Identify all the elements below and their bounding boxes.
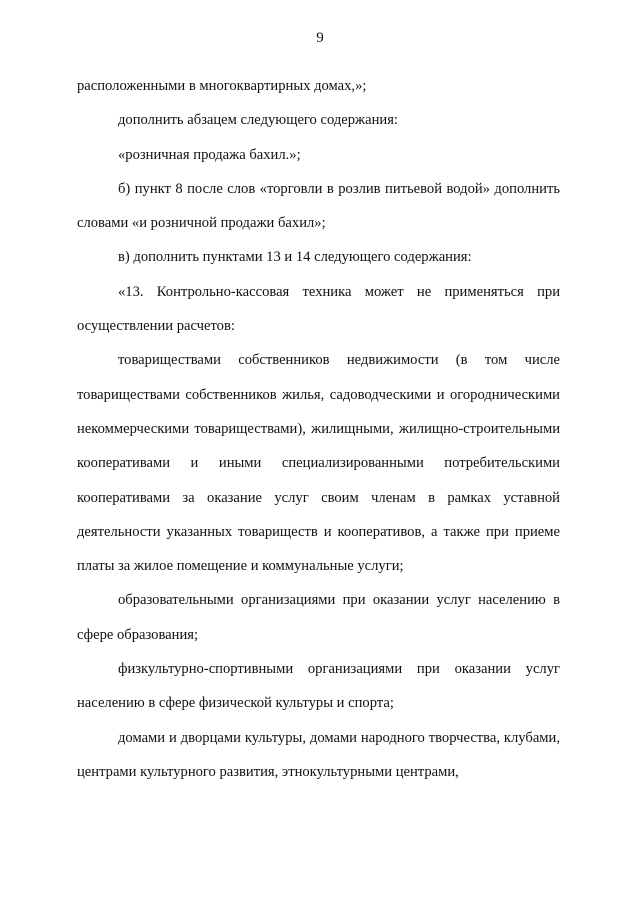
paragraph-point-13: «13. Контрольно-кассовая техника может не применяться при осуществлении расчетов: [77, 283, 560, 335]
paragraph-sports: физкультурно-спортивными организациями при оказании услуг населению в сфере физической культуры и спорта; [77, 661, 560, 712]
page-number: 9 [316, 30, 324, 46]
paragraph-item-v: в) дополнить пунктами 13 и 14 следующего содержания: [118, 249, 472, 266]
paragraph-retail-shoe-covers: «розничная продажа бахил.»; [118, 146, 301, 163]
document-body [77, 69, 560, 789]
paragraph-add-clause: дополнить абзацем следующего содержания: [118, 112, 398, 129]
paragraph-educational: образовательными организациями при оказании услуг населению в сфере образования; [77, 592, 560, 643]
paragraph-culture-houses: домами и дворцами культуры, домами народного творчества, клубами, центрами культурного развития, этнокультурными центрами, [77, 729, 560, 780]
paragraph-partnerships: товариществами собственников недвижимости (в том числе товариществами собственников жилья, садоводческими и огородническими некоммерческими товариществами), жилищными, жилищно-строительными кооперативами и иными специализированными потребительскими кооперативами за оказание услуг своим членам в рамках уставной деятельности указанных товариществ и кооперативов, а также при приеме платы за жилое помещение и коммунальные услуги; [77, 352, 560, 575]
paragraph-continuation: расположенными в многоквартирных домах,»; [77, 78, 367, 94]
paragraph-item-b: б) пункт 8 после слов «торговли в розлив питьевой водой» дополнить словами «и розничной продажи бахил»; [77, 180, 560, 232]
